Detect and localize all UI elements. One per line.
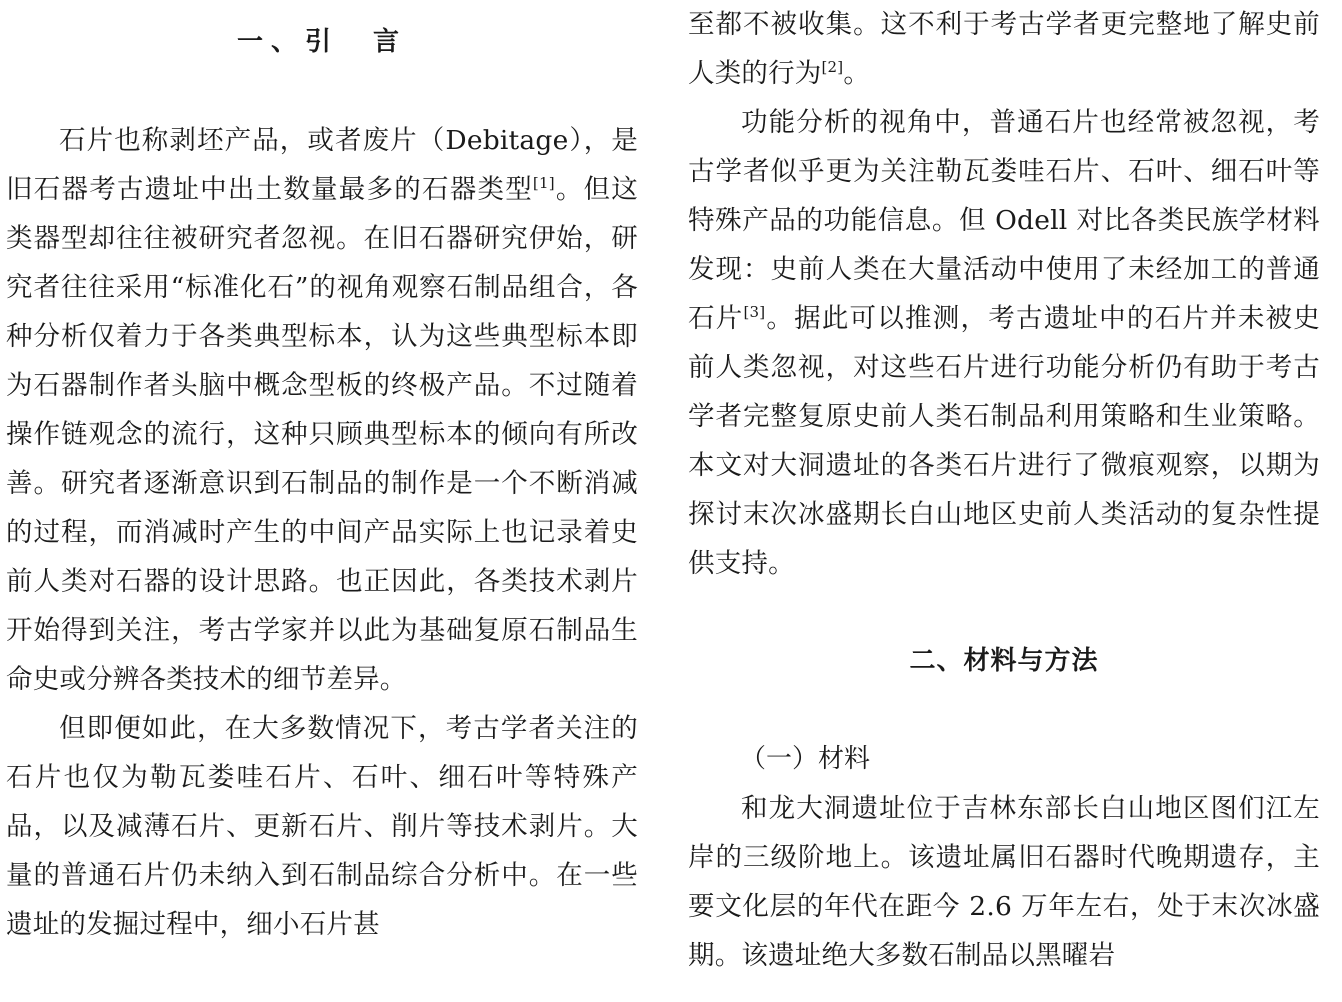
section-heading-introduction: 一、引 言 (236, 27, 407, 57)
left-column (6, 0, 638, 949)
paragraph-functional-analysis (688, 98, 1320, 588)
citation-ref-3: [3] (743, 303, 766, 322)
paragraph-site-description: 和龙大洞遗址位于吉林东部长白山地区图们江左岸的三级阶地上。该遗址属旧石器时代晚期遗存，主要文化层的年代在距今 2.6 万年左右，处于末次冰盛期。该遗址绝大多数石制品以黑曜岩 (688, 793, 1320, 971)
paragraph-text: 功能分析的视角中，普通石片也经常被忽视，考古学者似乎更为关注勒瓦娄哇石片、石叶、细石叶等特殊产品的功能信息。但 Odell 对比各类民族学材料发现：史前人类在大量活动中使用了未经加工的普通石片 (688, 107, 1320, 334)
paragraph-continuation (688, 0, 1320, 98)
paragraph-debitage-definition (6, 116, 638, 704)
paragraph-text: 至都不被收集。这不利于考古学者更完整地了解史前人类的行为 (688, 9, 1320, 89)
citation-ref-2: [2] (821, 58, 844, 77)
paragraph-text: 石片也称剥坯产品，或者废片（Debitage），是旧石器考古遗址中出土数量最多的石器类型 (6, 125, 638, 205)
paragraph-text: 。据此可以推测，考古遗址中的石片并未被史前人类忽视，对这些石片进行功能分析仍有助于考古学者完整复原史前人类石制品利用策略和生业策略。本文对大洞遗址的各类石片进行了微痕观察，以期为探讨末次冰盛期长白山地区史前人类活动的复杂性提供支持。 (688, 303, 1320, 579)
section-heading-materials-methods: 二、材料与方法 (909, 646, 1099, 676)
citation-ref-1: [1] (532, 174, 555, 193)
paragraph-ordinary-flakes-ignored: 但即便如此，在大多数情况下，考古学者关注的石片也仅为勒瓦娄哇石片、石叶、细石叶等特殊产品，以及减薄石片、更新石片、削片等技术剥片。大量的普通石片仍未纳入到石制品综合分析中。在一些遗址的发掘过程中，细小石片甚 (6, 713, 638, 940)
subsection-heading-materials: （一）材料 (740, 744, 871, 774)
right-column (688, 0, 1320, 980)
paragraph-text: 。但这类器型却往往被研究者忽视。在旧石器研究伊始，研究者往往采用“标准化石”的视角观察石制品组合，各种分析仅着力于各类典型标本，认为这些典型标本即为石器制作者头脑中概念型板的终极产品。不过随着操作链观念的流行，这种只顾典型标本的倾向有所改善。研究者逐渐意识到石制品的制作是一个不断消减的过程，而消减时产生的中间产品实际上也记录着史前人类对石器的设计思路。也正因此，各类技术剥片开始得到关注，考古学家并以此为基础复原石制品生命史或分辨各类技术的细节差异。 (6, 174, 638, 695)
paragraph-text: 。 (843, 58, 871, 89)
